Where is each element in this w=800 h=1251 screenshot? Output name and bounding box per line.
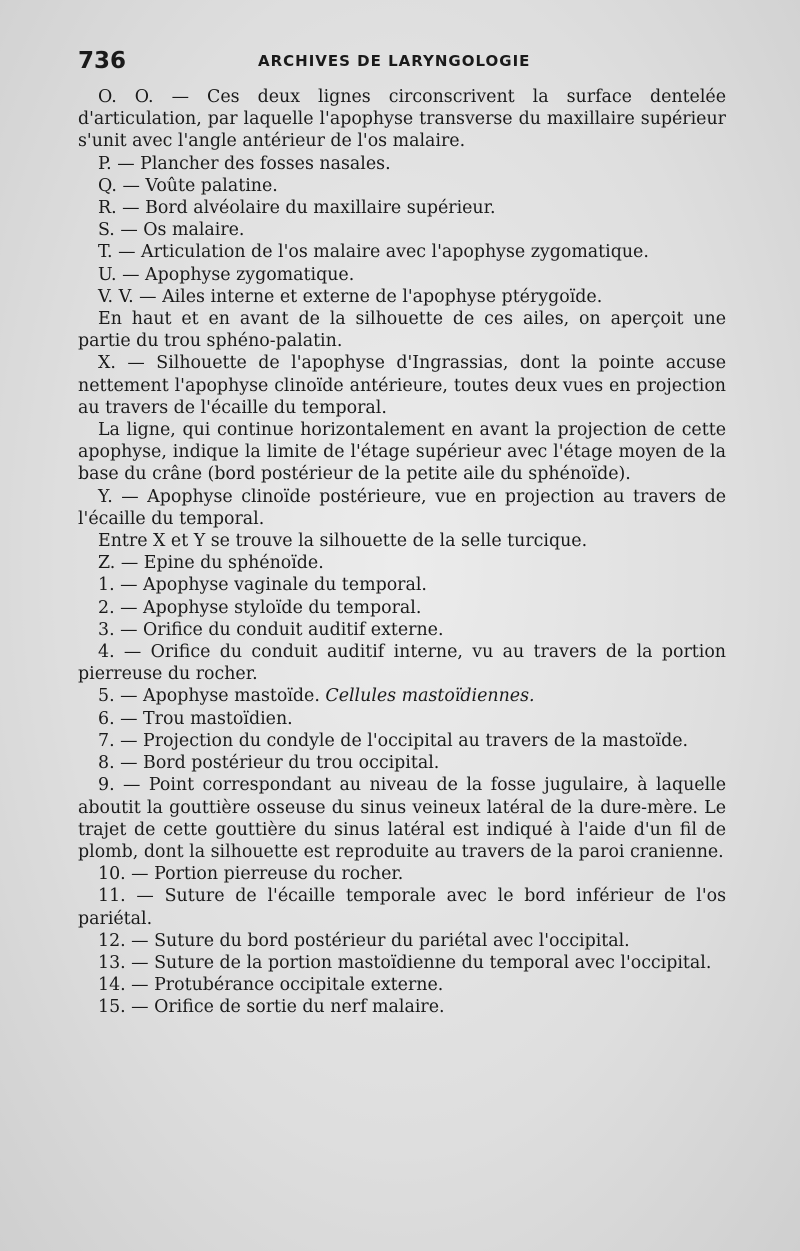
page-header bbox=[78, 48, 760, 80]
paragraph-item-5 bbox=[78, 685, 726, 707]
running-head: ARCHIVES DE LARYNGOLOGIE bbox=[258, 52, 531, 70]
paragraph: Q. — Voûte palatine. bbox=[98, 175, 278, 196]
paragraph: 4. — Orifice du conduit auditif interne, vu au travers de la portion pierreuse du rocher. bbox=[78, 642, 726, 685]
paragraph: T. — Articulation de l'os malaire avec l'apophyse zygomatique. bbox=[98, 242, 649, 263]
paragraph: U. — Apophyse zygomatique. bbox=[98, 264, 355, 285]
page-number: 736 bbox=[78, 48, 127, 74]
paragraph: 8. — Bord postérieur du trou occipital. bbox=[98, 753, 440, 774]
paragraph: 13. — Suture de la portion mastoïdienne du temporal avec l'occipital. bbox=[98, 952, 712, 973]
item5-italic: Cellules mastoïdiennes. bbox=[325, 686, 535, 707]
paragraph: 3. — Orifice du conduit auditif externe. bbox=[98, 619, 444, 640]
paragraph: 6. — Trou mastoïdien. bbox=[98, 708, 293, 729]
page-body bbox=[78, 86, 726, 1019]
paragraph: En haut et en avant de la silhouette de ces ailes, on aperçoit une partie du trou sphéno-palatin. bbox=[78, 309, 726, 352]
paragraph: Y. — Apophyse clinoïde postérieure, vue en projection au travers de l'écaille du temporal. bbox=[78, 486, 726, 529]
paragraph: Entre X et Y se trouve la silhouette de la selle turcique. bbox=[98, 531, 588, 552]
paragraph: X. — Silhouette de l'apophyse d'Ingrassias, dont la pointe accuse nettement l'apophyse clinoïde antérieure, toutes deux vues en projection au travers de l'écaille du temporal. bbox=[78, 353, 726, 418]
item5-text: 5. — Apophyse mastoïde. bbox=[98, 686, 326, 707]
paragraph: V. V. — Ailes interne et externe de l'apophyse ptérygoïde. bbox=[98, 286, 603, 307]
paragraph: 15. — Orifice de sortie du nerf malaire. bbox=[98, 997, 445, 1018]
paragraph: La ligne, qui continue horizontalement en avant la projection de cette apophyse, indique la limite de l'étage supérieur avec l'étage moyen de la base du crâne (bord postérieur de la petite aile du sphénoïde). bbox=[78, 420, 726, 485]
paragraph: 11. — Suture de l'écaille temporale avec le bord inférieur de l'os pariétal. bbox=[78, 886, 726, 929]
paragraph: 12. — Suture du bord postérieur du pariétal avec l'occipital. bbox=[98, 930, 630, 951]
paragraph: 1. — Apophyse vaginale du temporal. bbox=[98, 575, 427, 596]
paragraph: 9. — Point correspondant au niveau de la fosse jugulaire, à laquelle aboutit la gouttière osseuse du sinus veineux latéral de la dure-mère. Le trajet de cette gouttière du sinus latéral est indiqué à l'aide d'un fil de plomb, dont la silhouette est reproduite au travers de la paroi cranienne. bbox=[78, 775, 726, 862]
paragraph: O. O. — Ces deux lignes circonscrivent la surface dentelée d'articulation, par laquelle l'apophyse transverse du maxillaire supérieur s'unit avec l'angle antérieur de l'os malaire. bbox=[78, 87, 726, 152]
paragraph: 10. — Portion pierreuse du rocher. bbox=[98, 864, 404, 885]
paragraph: S. — Os malaire. bbox=[98, 220, 245, 241]
paragraph: 2. — Apophyse styloïde du temporal. bbox=[98, 597, 422, 618]
paragraph: R. — Bord alvéolaire du maxillaire supérieur. bbox=[98, 198, 496, 219]
paragraph: Z. — Epine du sphénoïde. bbox=[98, 553, 324, 574]
paragraph: 7. — Projection du condyle de l'occipital au travers de la mastoïde. bbox=[98, 730, 689, 751]
paragraph: 14. — Protubérance occipitale externe. bbox=[98, 975, 444, 996]
paragraph: P. — Plancher des fosses nasales. bbox=[98, 153, 391, 174]
